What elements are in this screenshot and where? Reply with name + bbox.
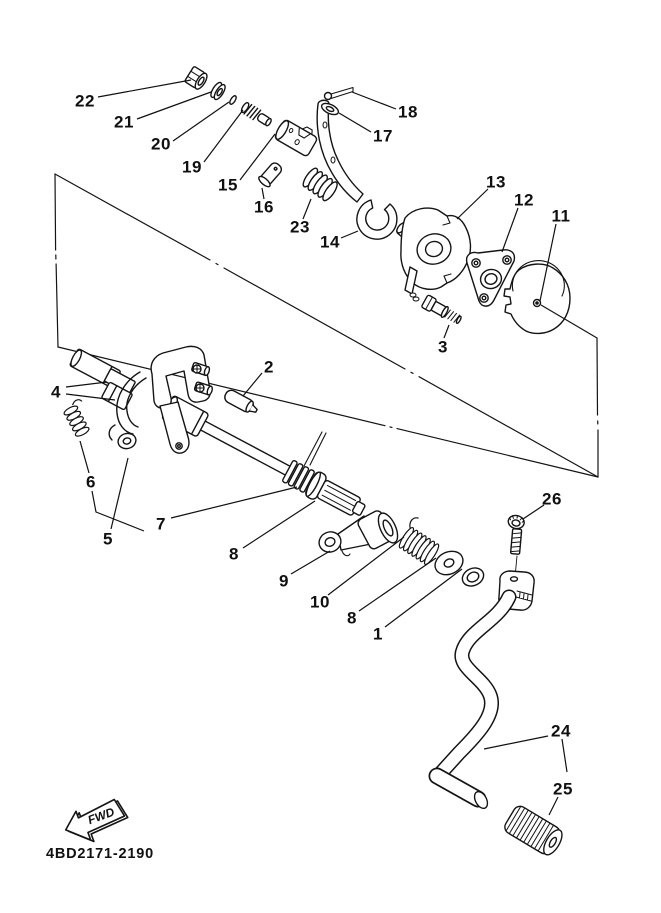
stopper-cluster — [395, 208, 570, 333]
callout-15: 15 — [218, 175, 238, 195]
detent-bolt-3 — [421, 295, 463, 327]
callout-leader-26 — [523, 505, 544, 519]
dowel-pin — [223, 388, 260, 416]
callout-17: 17 — [373, 126, 393, 146]
callout-leader-2 — [243, 373, 262, 396]
callout-leader-14 — [341, 231, 358, 238]
callout-11: 11 — [551, 206, 571, 226]
callout-leader-7 — [171, 487, 297, 518]
circlip-marks — [304, 432, 326, 466]
callout-7: 7 — [156, 514, 166, 534]
cotter-pin — [325, 88, 354, 100]
return-spring — [61, 398, 96, 438]
shaft-spline-end — [317, 480, 368, 520]
callout-18: 18 — [398, 102, 418, 122]
stopper-lever-arm — [317, 100, 397, 239]
part-number: 4BD2171-2190 — [46, 846, 154, 862]
callout-leader-3 — [444, 325, 449, 338]
callout-leader-22 — [98, 80, 191, 97]
callout-19: 19 — [182, 157, 202, 177]
callout-4: 4 — [51, 382, 61, 402]
shift-shaft-assembly — [67, 344, 370, 523]
callout-leader-17 — [339, 113, 371, 132]
pawl-roller — [116, 431, 137, 450]
pedal-arm — [437, 597, 509, 811]
callout-leader-6 — [80, 441, 89, 473]
callout-14: 14 — [320, 232, 340, 252]
callout-16: 16 — [254, 197, 274, 217]
upper-parts — [184, 66, 396, 239]
callout-23: 23 — [290, 217, 310, 237]
callout-leader-20 — [173, 102, 229, 141]
callout-leader-21 — [137, 92, 211, 119]
callout-leader-1 — [385, 569, 462, 627]
pinch-bolt-26 — [507, 514, 525, 577]
callout-leader-25 — [549, 797, 558, 815]
linkage-parts — [316, 509, 486, 589]
callout-leader-8 — [243, 501, 315, 548]
fwd-arrow — [61, 795, 132, 849]
callout-21: 21 — [114, 112, 134, 132]
callout-3: 3 — [438, 337, 448, 357]
callout-leader-18 — [352, 92, 396, 109]
o-ring — [229, 95, 238, 105]
callout-leader-8 — [359, 558, 436, 611]
callout-leader-12 — [502, 208, 518, 252]
callout-leader-5 — [111, 458, 128, 529]
fwd-label: FWD — [85, 804, 117, 828]
callout-leader-24 — [562, 739, 567, 772]
pedal-rubber-25 — [502, 804, 566, 859]
clevis-pin — [257, 160, 284, 188]
callout-leader-23 — [303, 199, 311, 219]
callout-2: 2 — [264, 357, 274, 377]
hex-nut — [184, 66, 209, 91]
shaft-body — [195, 418, 293, 477]
cam-plate-13 — [395, 208, 471, 301]
callout-1: 1 — [373, 624, 383, 644]
callout-22: 22 — [75, 91, 95, 111]
callout-8: 8 — [347, 608, 357, 628]
callout-leader-6 — [92, 491, 144, 531]
callout-26: 26 — [542, 489, 562, 509]
callout-13: 13 — [486, 172, 506, 192]
callout-25: 25 — [553, 779, 573, 799]
callout-9: 9 — [279, 571, 289, 591]
washer-21 — [209, 81, 227, 101]
stopper-plate-11 — [504, 261, 570, 334]
gasket-plate-12 — [467, 250, 515, 306]
callout-leader-4 — [66, 382, 107, 387]
panel-outline — [55, 174, 598, 477]
callout-leader-13 — [457, 189, 488, 219]
callout-12: 12 — [514, 190, 534, 210]
callout-leader-9 — [291, 551, 330, 574]
callout-6: 6 — [86, 472, 96, 492]
bushing-1 — [459, 565, 486, 590]
callout-leader-19 — [204, 110, 243, 162]
adjuster-screw — [240, 101, 273, 128]
callout-5: 5 — [103, 529, 113, 549]
callout-20: 20 — [151, 134, 171, 154]
callout-8: 8 — [229, 544, 239, 564]
lever-hook-ring — [357, 200, 397, 239]
callout-leader-24 — [484, 736, 548, 749]
callout-10: 10 — [310, 592, 330, 612]
stopper-body — [273, 115, 320, 157]
callout-24: 24 — [551, 721, 571, 741]
